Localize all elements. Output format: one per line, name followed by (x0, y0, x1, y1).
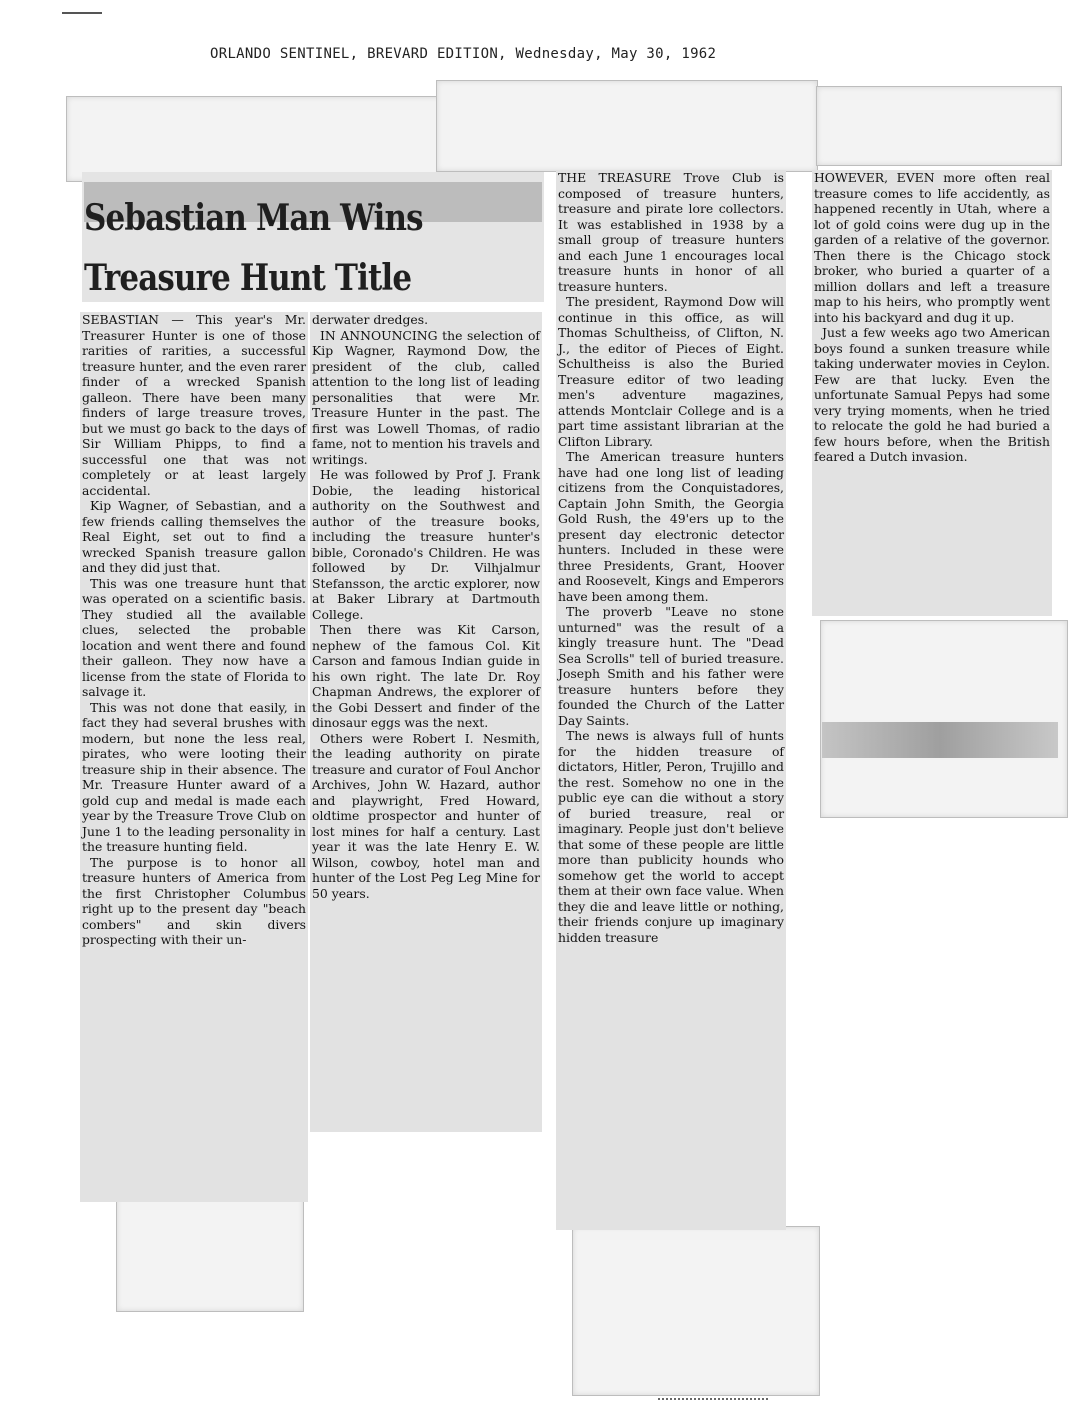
col2-paragraph: derwater dredges. (312, 312, 429, 327)
tape-bottom-left (116, 1192, 304, 1312)
article-column-3 (556, 170, 786, 1230)
col2-paragraph: He was followed by Prof J. Frank Dobie, the leading historical authority on the Southwest and author of the treasure books, including the treasure hunter's bible, Coronado's Children. He was followed by Dr. Vilhjalmur Stefansson, the arctic explorer, now at Baker Library at Dartmouth College. (312, 467, 540, 622)
article-column-1 (80, 312, 308, 1202)
headline-line-2: Treasure Hunt Title (84, 257, 412, 299)
col2-paragraph: IN ANNOUNCING the selection of Kip Wagner, Raymond Dow, the president of the club, called attention to the long list of leading personalities that were Mr. Treasure Hunter in the past. The first was Lowell Thomas, of radio fame, not to mention his travels and writings. (312, 327, 540, 467)
article-headline (84, 188, 480, 308)
tape-top-middle (436, 80, 818, 172)
col1-paragraph: Kip Wagner, of Sebastian, and a few friends calling themselves the Real Eight, set out to find a wrecked Spanish treasure gallon and they did just that. (82, 498, 306, 575)
col4-paragraph: HOWEVER, EVEN more often real treasure comes to life accidently, as happened recently in Utah, where a lot of gold coins were dug up in the garden of a relative of the governor. Then there is the Chicago stock broker, who buried a quarter of a million dollars and left a treasure map to his heirs, who promptly went into his backyard and dug it up. (814, 170, 1050, 325)
col1-paragraph: This was one treasure hunt that was operated on a scientific basis. They studied all the available clues, selected the probable location and went there and found their galleon. They now have a license from the state of Florida to salvage it. (82, 575, 306, 699)
newspaper-dateline: ORLANDO SENTINEL, BREVARD EDITION, Wednesday, May 30, 1962 (210, 46, 717, 62)
tape-top-right (816, 86, 1062, 166)
col2-paragraph: Then there was Kit Carson, nephew of the famous Col. Kit Carson and famous Indian guide in his own right. The late Dr. Roy Chapman Andrews, the explorer of the Gobi Dessert and finder of the dinosaur eggs was the next. (312, 622, 540, 730)
col2-paragraph: Others were Robert I. Nesmith, the leading authority on pirate treasure and curator of Foul Anchor Archives, John W. Hazard, author and playwright, Fred Howard, oldtime prospector and hunter of lost mines for half a century. Last year it was the late Henry E. W. Wilson, cowboy, hotel man and hunter of the Lost Peg Leg Mine for 50 years. (312, 730, 540, 901)
col4-paragraph: Just a few weeks ago two American boys found a sunken treasure while taking underwater movies in Ceylon. Few are that lucky. Even the unfortunate Samual Pepys had some very trying moments, when he tried to relocate the gold he had buried a few hours before, when the British feared a Dutch invasion. (814, 325, 1050, 464)
col3-paragraph: THE TREASURE Trove Club is composed of treasure hunters, treasure and pirate lore collectors. It was established in 1938 by a small group of treasure hunters and each June 1 encourages local treasure hunts in honor of all treasure hunters. (558, 170, 784, 294)
col1-paragraph: This was not done that easily, in fact they had several brushes with modern, but none the less real, pirates, who were looting their treasure ship in their absence. The Mr. Treasure Hunter award of a gold cup and medal is made each year by the Treasure Trove Club on June 1 to the leading personality in the treasure hunting field. (82, 699, 306, 854)
col1-paragraph: The purpose is to honor all treasure hunters of America from the first Christopher Columbus right up to the present day "beach combers" and skin divers prospecting with their un- (82, 854, 306, 947)
col3-paragraph: The American treasure hunters have had one long list of leading citizens from the Conquistadores, Captain John Smith, the Georgia Gold Rush, the 49'ers up to the present day electronic detector hunters. Included in these were three Presidents, Grant, Hoover and Roosevelt, Kings and Emperors have been among them. (558, 449, 784, 604)
headline-line-1: Sebastian Man Wins (84, 197, 423, 239)
tape-bottom-middle (572, 1226, 820, 1396)
tape-right-mid (820, 620, 1068, 818)
col1-paragraph: SEBASTIAN — This year's Mr. Treasurer Hunter is one of those rarities of rarities, a successful treasure hunter, and the even rarer finder of a wrecked Spanish galleon. There have been many finders of large treasure troves, but we must go back to the days of Sir William Phipps, to find a successful one that was not completely or at least largely accidental. (82, 312, 306, 498)
top-rule (62, 12, 102, 14)
column4-bottom-strip (822, 722, 1058, 758)
article-column-4 (812, 170, 1052, 616)
bottom-dotted-mark (658, 1398, 768, 1403)
col3-paragraph: The news is always full of hunts for the hidden treasure of dictators, Hitler, Peron, Trujillo and the rest. Somehow no one in the public eye can die without a story of buried treasure, real or imaginary. People just don't believe that some of these people are little more than publicity hounds who somehow get the world to accept them at their own face value. When they die and leave little or nothing, their friends conjure up imaginary hidden treasure (558, 728, 784, 945)
col3-paragraph: The proverb "Leave no stone unturned" was the result of a kingly treasure hunt. The "Dead Sea Scrolls" tell of buried treasure. Joseph Smith and his father were treasure hunters before they founded the Church of the Latter Day Saints. (558, 604, 784, 728)
col3-paragraph: The president, Raymond Dow will continue in this office, as will Thomas Schultheiss, of Clifton, N. J., the editor of Pieces of Eight. Schultheiss is also the Buried Treasure editor of two leading men's adventure magazines, attends Montclair College and is a part time assistant librarian at the Clifton Library. (558, 294, 784, 449)
article-column-2 (310, 312, 542, 1132)
